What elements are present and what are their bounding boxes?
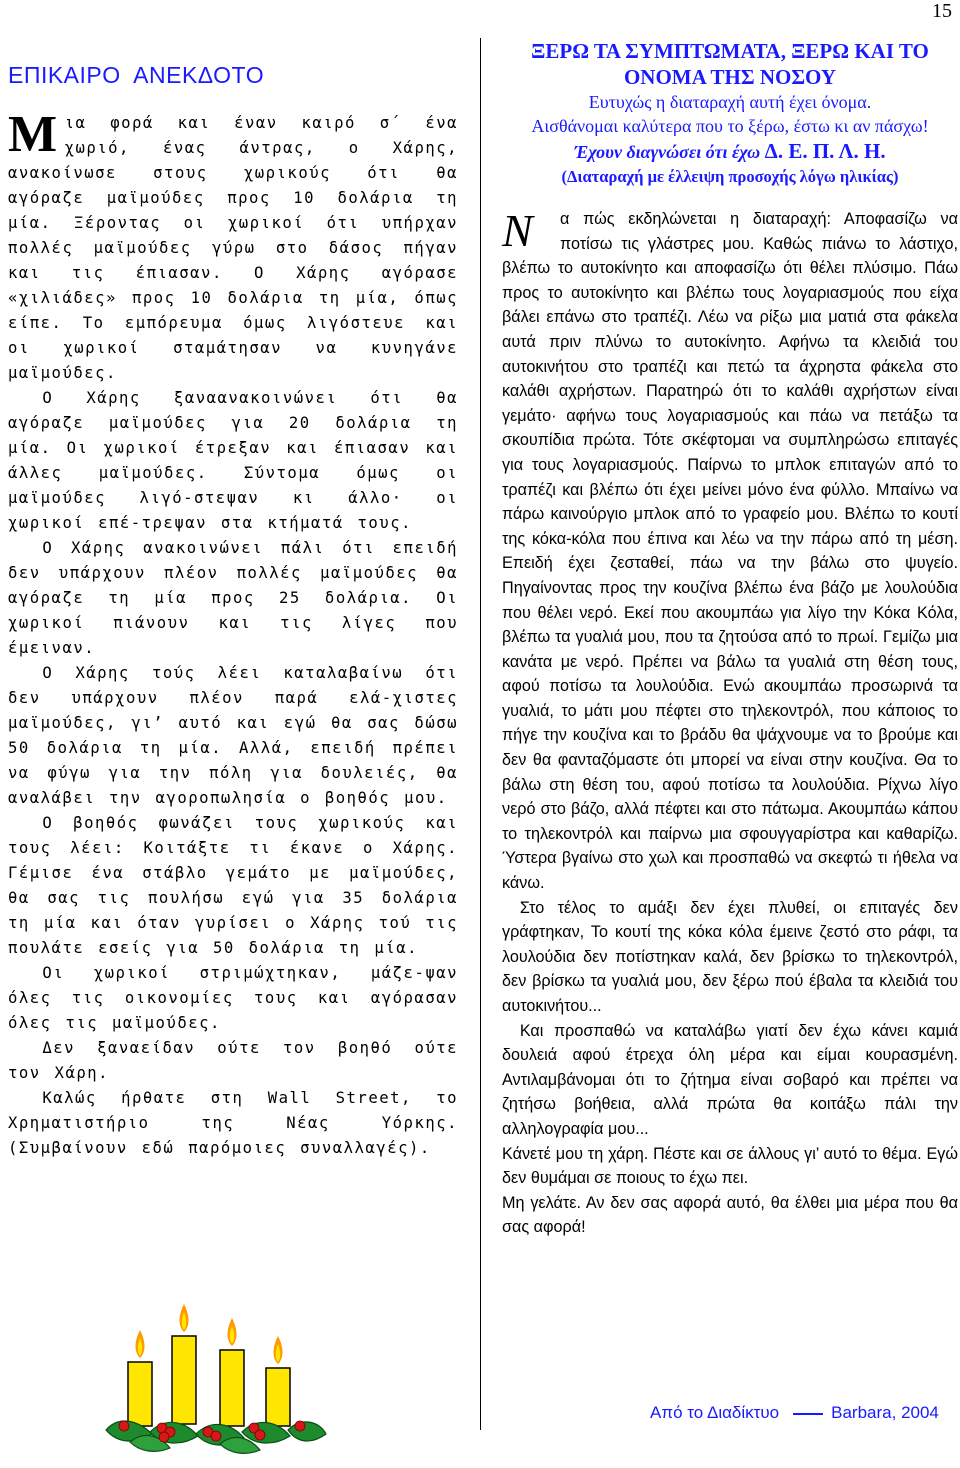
article-subtitle: Ευτυχώς η διαταραχή αυτή έχει όνομα.: [588, 92, 872, 112]
drop-cap: Ν: [502, 205, 533, 256]
right-column: [502, 38, 958, 1240]
anecdote-paragraph: Οι χωρικοί στριμώχτηκαν, μάζε-ψαν όλες τις οικονομίες τους και αγόρασαν όλες τις μαϊμούδες.: [8, 964, 458, 1032]
flame-icon: [136, 1304, 283, 1364]
drop-cap: Μ: [8, 106, 59, 163]
anecdote-paragraph: Ο Χάρης ξαναανακοινώνει ότι θα αγόραζε μαϊμούδες για 20 δολάρια τη μία. Οι χωρικοί έτρεξαν και έπιασαν και άλλες μαϊμούδες. Σύντομα όμως οι μαϊμούδες λιγό-στεψαν κι άλλο· οι χωρικοί επέ-τρεψαν στα κτήματά τους.: [8, 389, 458, 532]
anecdote-paragraph: Ο Χάρης ανακοινώνει πάλι ότι επειδή δεν υπάρχουν πλέον πολλές μαϊμούδες θα αγόραζε τη μία προς 25 δολάρια. Οι χωρικοί πιάνουν και τις λίγες που έμειναν.: [8, 539, 458, 657]
article-signature: [650, 1403, 939, 1423]
anecdote-paragraph: Καλώς ήρθατε στη Wall Street, το Χρηματιστήριο της Νέας Υόρκης. (Συμβαίνουν εδώ παρόμοιες συναλλαγές).: [8, 1089, 458, 1157]
anecdote-paragraph: Δεν ξαναείδαν ούτε τον βοηθό ούτε τον Χάρη.: [8, 1039, 458, 1082]
article-body: [502, 207, 958, 1240]
article-subtitle: Αισθάνομαι καλύτερα που το ξέρω, έστω κι αν πάσχω!: [531, 116, 929, 136]
anecdote-body: [8, 106, 458, 1161]
left-column: [8, 62, 458, 1161]
diagnosis-line: Έχουν διαγνώσει ότι έχω Δ. Ε. Π. Λ. Η.: [574, 139, 886, 163]
anecdote-paragraph: Μια φορά και έναν καιρό σ΄ ένα χωριό, ένας άντρας, ο Χάρης, ανακοίνωσε στους χωρικούς ότι θα αγόραζε μαϊμούδες προς 10 δολάρια τη μία. Ξέροντας οι χωρικοί ότι υπήρχαν πολλές μαϊμούδες γύρω στο δάσος πήγαν και τις έπιασαν. Ο Χάρης αγόρασε «χιλιάδες» προς 10 δολάρια τη μία, όπως είπε. Το εμπόρευμα όμως λιγόστευε και οι χωρικοί σταμάτησαν να κυνηγάνε μαϊμούδες.: [8, 106, 458, 382]
advent-candles-illustration: [100, 1298, 328, 1454]
anecdote-paragraph: Ο Χάρης τούς λέει καταλαβαίνω ότι δεν υπάρχουν πλέον παρά ελά-χιστες μαϊμούδες, γι’ αυτό και εγώ θα σας δώσω 50 δολάρια τη μία. Αλλά, επειδή πρέπει να φύγω για την πόλη για δουλειές, θα αναλάβει την αγοροπωλησία ο βοηθός μου.: [8, 664, 458, 807]
article-paragraph: Ν α πώς εκδηλώνεται η διαταραχή: Αποφασίζω να ποτίσω τις γλάστρες μου. Καθώς πιάνω το λάστιχο, βλέπω το αυτοκίνητο και αποφασίζω ότι θέλει πλύσιμο. Πάω προς το αυτοκίνητο και βλέπω τους λογαριασμούς που είχα βάλει επάνω στο τραπέζι. Λέω να ρίξω μια ματιά στα φάκελα αυτά πριν πλύνω το αυτοκίνητο. Αφήνω τα κλειδιά του αυτοκινήτου στο τραπέζι και πετώ τα άχρηστα φάκελα στο καλάθι αχρήστων. Παρατηρώ ότι το καλάθι αχρήστων είναι γεμάτο· αφήνω τους λογαριασμούς και πάω να πετάξω τα σκουπίδια πρώτα. Τότε σκέφτομαι να συμπληρώσω επιταγές για τους λογαριασμούς. Παίρνω το μπλοκ επιταγών από το τραπέζι και βλέπω ότι έχει μείνει μόνο ένα φύλλο. Μπαίνω να πάρω καινούργιο μπλοκ από το γραφείο μου. Βλέπω το κουτί της κόκα-κόλα που έπινα και λέω να την πάρω από τη μέση. Επειδή έχει ζεσταθεί, πάω να την βάλω στο ψυγείο. Πηγαίνοντας προς την κουζίνα βλέπω ένα βάζο με λουλούδια που θέλει νερό. Εκεί που ακουμπάω για λίγο την Κόκα Κόλα, βλέπω τα γυαλιά μου, που τα ζητούσα από το πρωί. Γεμίζω μια κανάτα με νερό. Πρέπει να βάλω τα γυαλιά στη θέση τους, αφού ποτίσω τα λουλούδια. Ενώ ακουμπάω προσωρινά τα γυαλιά, το μάτι μου πέφτει στο τηλεκοντρόλ, που κάποιος το πήγε την κουζίνα και το βράδυ θα ψάχνουμε να το βρούμε και δεν θα φανταζόμαστε ότι μπορεί να είναι στην κουζίνα. Θα το βάλω στη θέση του, αφού ποτίσω τα λουλούδια. Ρίχνω λίγο νερό στο βάζο, αλλά πέφτει και στο πάτωμα. Ακουμπάω κάπου το τηλεκοντρόλ και παίρνω μια σφουγγαρίστρα και καθαρίζω. Ύστερα βγαίνω στο χωλ και προσπαθώ να σκεφτώ τι ήθελα να κάνω.: [502, 205, 958, 893]
diagnosis-code: Δ. Ε. Π. Λ. Η.: [764, 139, 886, 163]
page-number: 15: [932, 0, 952, 22]
author-label: Barbara, 2004: [831, 1403, 939, 1422]
diagnosis-explanation: (Διαταραχή με έλλειψη προσοχής λόγω ηλικίας): [561, 167, 899, 186]
article-paragraph: Και προσπαθώ να καταλάβω γιατί δεν έχω κάνει καμιά δουλειά αφού έτρεχα όλη μέρα και είμαι κουρασμένη. Αντιλαμβάνομαι ότι το ζήτημα είναι σοβαρό και πρέπει να ζητήσω βοήθεια, αλλά πρώτα θα κοιτάξω πάλι την αλληλογραφία μου...: [502, 1021, 958, 1138]
article-paragraph: Μη γελάτε. Αν δεν σας αφορά αυτό, θα έλθει μια μέρα που θα σας αφορά!: [502, 1193, 958, 1237]
anecdote-title: ΕΠΙΚΑΙΡΟ ΑΝΕΚΔΟΤΟ: [8, 62, 265, 88]
dash-separator: [793, 1413, 823, 1415]
article-heading: ΞΕΡΩ ΤΑ ΣΥΜΠΤΩΜΑΤΑ, ΞΕΡΩ ΚΑΙ ΤΟ ΟΝΟΜΑ ΤΗΣ ΝΟΣΟΥ: [531, 39, 929, 89]
column-divider: [480, 38, 481, 1430]
anecdote-paragraph: Ο βοηθός φωνάζει τους χωρικούς και τους λέει: Κοιτάξτε τι έκανε ο Χάρης. Γέμισε ένα στάβλο γεμάτο με μαϊμούδες, θα σας τις πουλήσω εγώ για 35 δολάρια τη μία και όταν γυρίσει ο Χάρης τού τις πουλάτε εσείς για 50 δολάρια τη μία.: [8, 814, 458, 957]
source-label: Από το Διαδίκτυο: [650, 1403, 780, 1422]
article-paragraph: Κάνετέ μου τη χάρη. Πέστε και σε άλλους γι’ αυτό το θέμα. Εγώ δεν θυμάμαι σε ποιους το έχω πει.: [502, 1144, 958, 1188]
article-paragraph: Στο τέλος το αμάξι δεν έχει πλυθεί, οι επιταγές δεν γράφτηκαν, Το κουτί της κόκα κόλα έμεινε ζεστό στο ράφι, τα λουλούδια δεν ποτίστηκαν καλά, δεν βρίσκω το τηλεκοντρόλ, δεν βρίσκω τα γυαλιά μου, δεν ξέρω πού έβαλα τα κλειδιά του αυτοκινήτου...: [502, 898, 958, 1015]
